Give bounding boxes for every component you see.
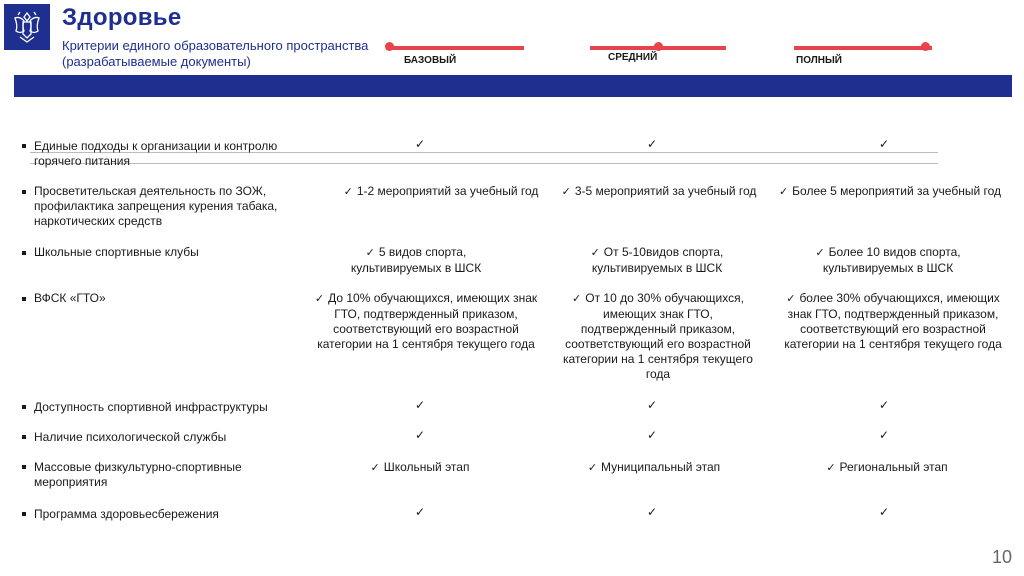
level-value: ✓ более 30% обучающихся, имеющих знак ГТО, подтвержденный приказом, соответствующий его возрастной категории на 1 сентября текущего года [784,291,1002,351]
row-bullet [22,144,26,148]
criterion-label: Единые подходы к организации и контролю горячего питания [34,139,278,168]
check-icon: ✓ [646,505,658,519]
check-icon: ✓ [878,428,890,442]
check-icon: ✓ [414,137,426,151]
level-value: ✓ Школьный этап [370,460,470,474]
check-mark [874,137,894,152]
check-icon: ✓ [370,462,380,474]
check-icon: ✓ [826,462,836,474]
check-icon: ✓ [343,186,353,198]
criterion-label: Просветительская деятельность по ЗОЖ, профилактика запрещения курения табака, наркотических средств [34,184,278,228]
level-marker-dot [654,42,663,51]
check-mark [874,428,894,443]
check-icon: ✓ [878,398,890,412]
level-value: ✓ От 5-10видов спорта, культивируемых в ШСК [590,245,724,275]
row-bullet [22,297,26,301]
check-icon: ✓ [646,428,658,442]
criterion-label: Программа здоровьесбережения [34,507,219,521]
level-full-header [794,38,934,68]
check-mark [410,428,430,443]
page-number: 10 [991,547,1012,567]
row-bullet [22,512,26,516]
level-value: ✓ Муниципальный этап [587,460,721,474]
level-bar [386,46,524,50]
check-mark [410,505,430,520]
level-label: ПОЛНЫЙ [796,55,842,66]
level-bar [794,46,932,50]
check-mark [642,398,662,413]
check-icon: ✓ [786,293,796,305]
page-title: Здоровье [62,4,182,31]
level-label: БАЗОВЫЙ [404,55,457,66]
check-icon: ✓ [878,505,890,519]
check-icon: ✓ [314,293,325,305]
level-value: ✓ 5 видов спорта, культивируемых в ШСК [350,245,482,275]
level-marker-dot [921,42,930,51]
row-bullet [22,251,26,255]
check-mark [410,398,430,413]
level-value: ✓ До 10% обучающихся, имеющих знак ГТО, подтвержденный приказом, соответствующий его возрастной категории на 1 сентября текущего года [314,291,538,351]
criterion-label: Школьные спортивные клубы [34,245,199,259]
check-icon: ✓ [646,137,658,151]
check-mark [874,505,894,520]
check-icon: ✓ [878,137,890,151]
level-value: ✓ От 10 до 30% обучающихся, имеющих знак ГТО, подтвержденный приказом, соответствующий его возрастной категории на 1 сентября текущего года [563,291,753,381]
coat-of-arms-logo [4,4,50,50]
level-value: ✓ Более 10 видов спорта, культивируемых в ШСК [815,245,961,275]
page-subtitle: Критерии единого образовательного пространства (разрабатываемые документы) [62,38,369,69]
level-value: ✓ 1-2 мероприятий за учебный год [343,184,539,198]
check-icon: ✓ [590,247,600,259]
check-icon: ✓ [414,505,426,519]
check-icon: ✓ [778,186,789,198]
check-icon: ✓ [815,247,825,259]
level-value: ✓ Региональный этап [826,460,948,474]
criterion-label: ВФСК «ГТО» [34,291,106,305]
check-mark [642,428,662,443]
check-mark [642,137,662,152]
check-mark [874,398,894,413]
check-icon: ✓ [414,398,426,412]
level-value: ✓ Более 5 мероприятий за учебный год [778,184,1002,198]
check-mark [642,505,662,520]
row-bullet [22,405,26,409]
header-band [14,75,1012,97]
check-mark [410,137,430,152]
check-icon: ✓ [572,293,582,305]
row-bullet [22,435,26,439]
check-icon: ✓ [365,247,375,259]
row-bullet [22,190,26,194]
level-value: ✓ 3-5 мероприятий за учебный год [561,184,757,198]
check-icon: ✓ [561,186,571,198]
check-icon: ✓ [414,428,426,442]
level-mid-header [590,38,730,68]
row-bullet [22,465,26,469]
level-label: СРЕДНИЙ [608,52,658,63]
criterion-label: Наличие психологической службы [34,430,227,444]
criterion-label: Массовые физкультурно-спортивные мероприятия [34,460,242,489]
check-icon: ✓ [646,398,658,412]
level-base-header [386,38,526,68]
check-icon: ✓ [587,462,598,474]
criterion-label: Доступность спортивной инфраструктуры [34,400,268,414]
